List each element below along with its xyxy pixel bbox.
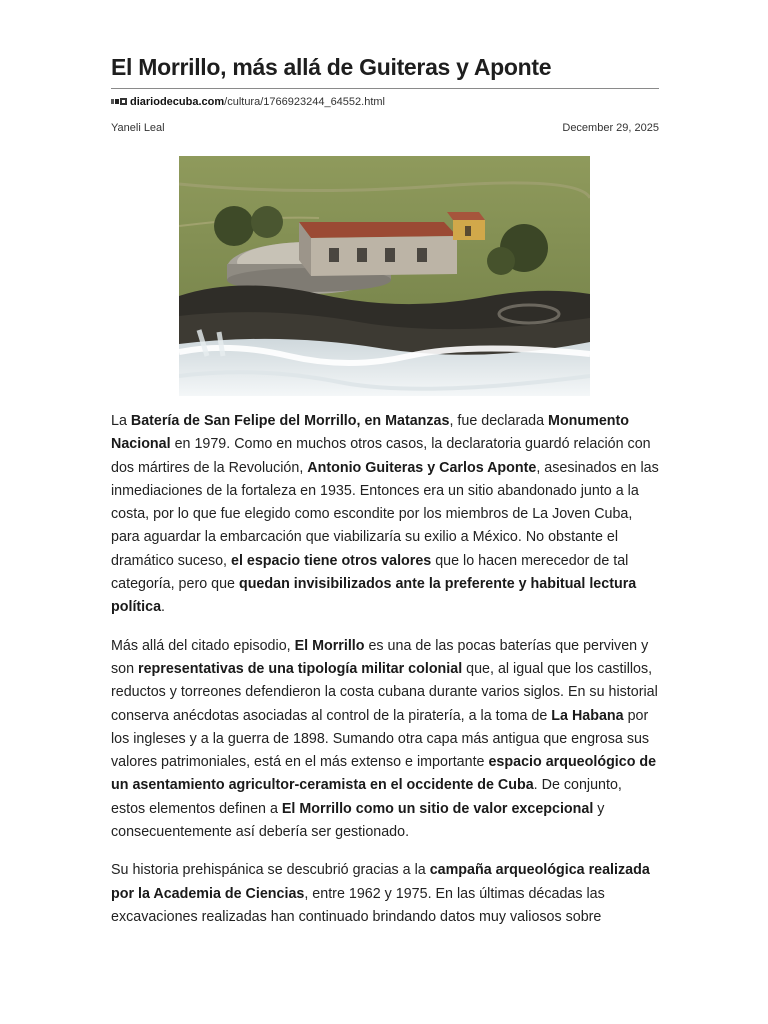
bold-text: La Habana [551, 707, 624, 724]
paragraph-1 [111, 410, 659, 620]
text-segment: , asesinados en las inmediaciones de la fortaleza en 1935. Entonces era un sitio abandonado junto a la costa, por lo que fue elegido como escondite por los miembros de La Joven Cuba, para aguardar la embarcación que viabilizaría su exilio a México. No obstante el dramático suceso, [111, 459, 659, 569]
bold-text: el espacio tiene otros valores [231, 552, 432, 569]
text-segment: en 1979. Como en muchos otros casos, la declaratoria guardó relación con dos mártires de la Revolución, [111, 436, 651, 476]
title-divider [111, 88, 659, 89]
source-url[interactable] [111, 96, 385, 108]
text-segment: por los ingleses y a la guerra de 1898. Sumando otra capa más antigua que engrosa sus valores patrimoniales, está en el más extenso e importante [111, 707, 650, 771]
article-title: El Morrillo, más allá de Guiteras y Aponte [111, 54, 552, 80]
bold-text: Monumento Nacional [111, 413, 630, 453]
text-segment: La [111, 413, 131, 429]
text-segment: Más allá del citado episodio, [111, 637, 295, 654]
text-segment: . [161, 599, 166, 616]
bold-text: representativas de una tipología militar colonial [138, 660, 463, 677]
text-segment: que, al igual que los castillos, reductos y torreones defendieron la costa cubana durante varios siglos. En su historial conserva anécdotas asociadas al control de la piratería, a la toma de [111, 660, 658, 724]
article-body [111, 410, 659, 944]
fortress-photo-illustration [179, 156, 590, 396]
publish-date: December 29, 2025 [562, 122, 659, 134]
bold-text: espacio arqueológico de un asentamiento agricultor-ceramista en el occidente de Cuba [111, 754, 657, 794]
author-name: Yaneli Leal [111, 122, 165, 134]
bold-text: Antonio Guiteras y Carlos Aponte [307, 459, 537, 476]
text-segment: , fue declarada [449, 413, 549, 429]
bold-text: El Morrillo [294, 637, 365, 654]
text-segment: , entre 1962 y 1975. En las últimas décadas las excavaciones realizadas han continuado brindando datos muy valiosos sobre [111, 885, 605, 925]
text-segment: y consecuentemente así debería ser gestionado. [111, 800, 605, 841]
bold-text: Batería de San Felipe del Morrillo, en Matanzas [130, 413, 450, 429]
paragraph-2 [111, 635, 659, 845]
site-favicon-icon [111, 98, 127, 105]
bold-text: quedan invisibilizados ante la preferente y habitual lectura política [111, 576, 637, 616]
article-photo [179, 156, 590, 396]
bold-text: campaña arqueológica realizada por la Academia de Ciencias [111, 862, 650, 902]
text-segment: es una de las pocas baterías que perviven y son [111, 637, 649, 677]
text-segment: Su historia prehispánica se descubrió gracias a la [111, 862, 430, 879]
text-segment: que lo hacen merecedor de tal categoría, pero que [111, 552, 629, 593]
url-host: diariodecuba.com [130, 96, 225, 108]
url-path: /cultura/1766923244_64552.html [224, 96, 385, 108]
paragraph-3 [111, 859, 659, 929]
text-segment: . De conjunto, estos elementos definen a [111, 777, 622, 817]
bold-text: El Morrillo como un sitio de valor excepcional [281, 800, 594, 817]
